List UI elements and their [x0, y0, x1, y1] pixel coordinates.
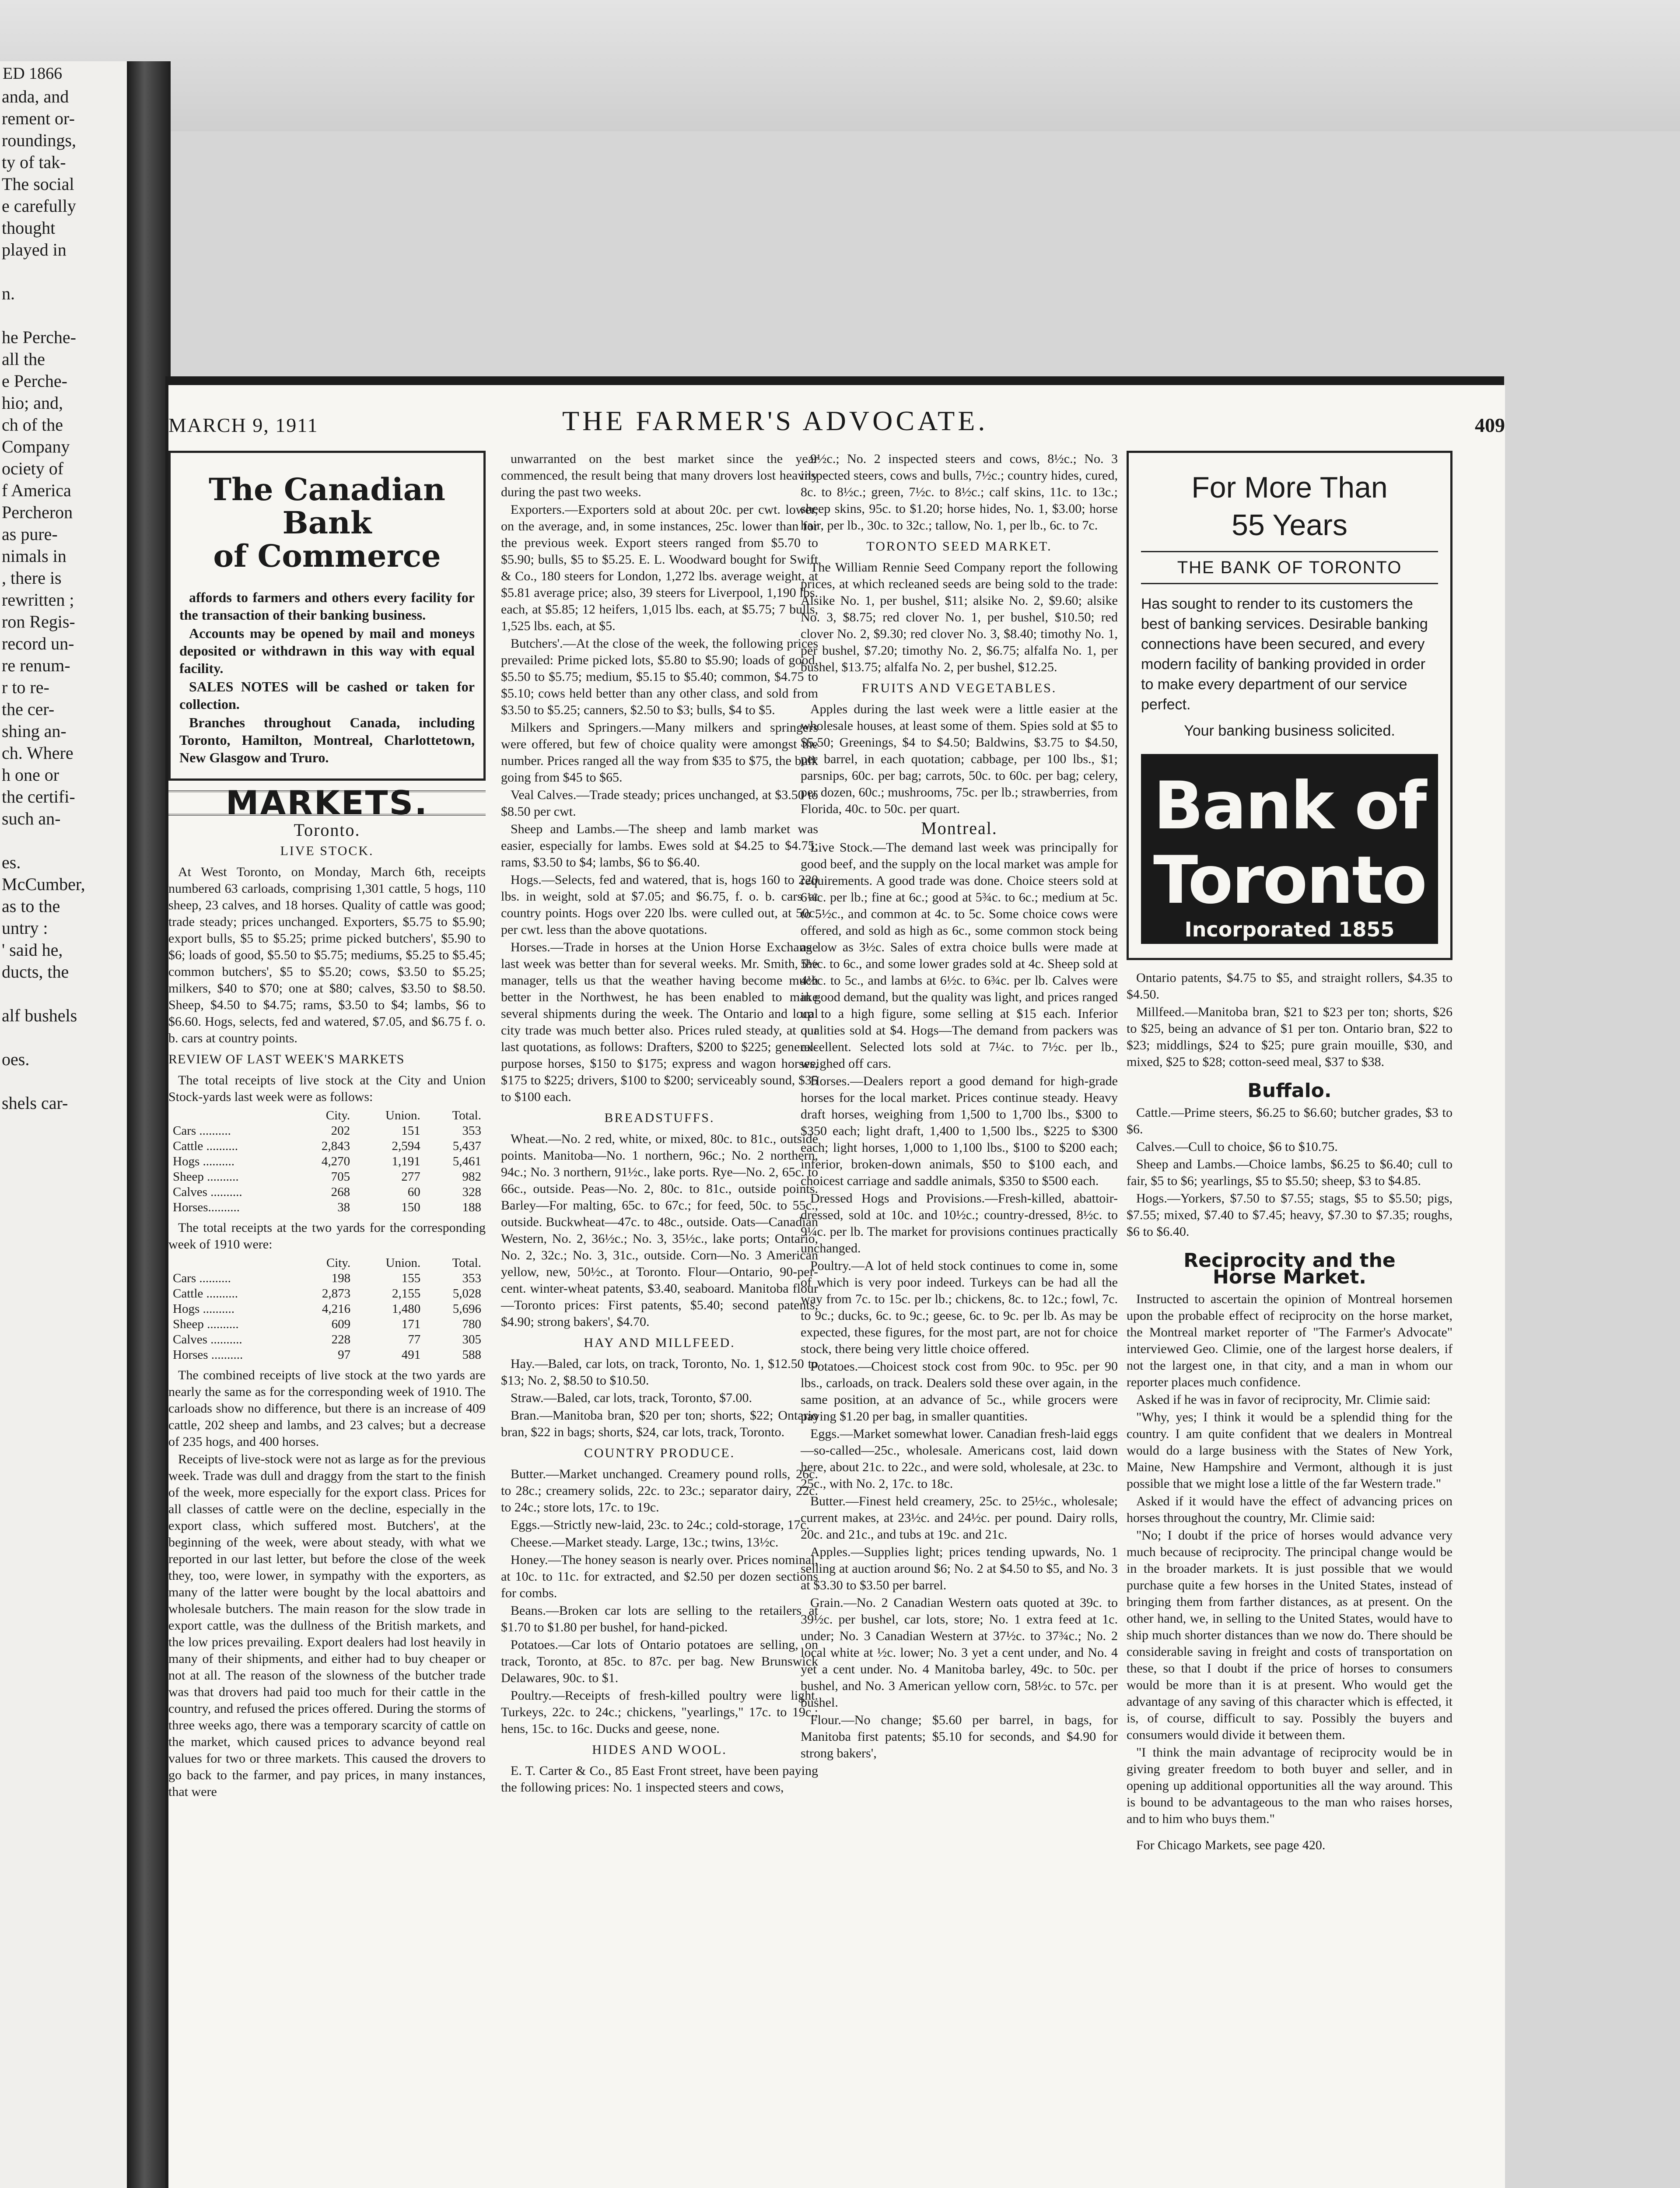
paragraph: Eggs.—Market somewhat lower. Canadian fresh-laid eggs—so-called—25c., wholesale. Americans cost, laid down here, about 21c. to 22c., and were sold, wholesale, at 23c. to 25c., with No. 2, 17c. to 18c.	[801, 1427, 1118, 1491]
table-cell: 171	[401, 1317, 421, 1331]
table-row	[168, 1154, 486, 1169]
table-cell: Hogs ..........	[173, 1302, 234, 1316]
table-cell: Cattle ..........	[173, 1287, 238, 1301]
chicago-markets-note: For Chicago Markets, see page 420.	[1136, 1838, 1326, 1852]
table-cell: Cars ..........	[173, 1271, 231, 1285]
receipts-table-1911	[168, 1108, 486, 1215]
table-cell: 705	[331, 1170, 350, 1184]
commerce-bank-ad	[168, 451, 486, 781]
book-binding	[127, 61, 171, 2188]
table-cell: 5,028	[452, 1287, 481, 1301]
paragraph: Grain.—No. 2 Canadian Western oats quoted at 39c. to 39½c. per bushel, car lots, store; No. 1 extra feed at 1c. under; No. 3 Canadian Western at 37½c. to 37¾c.; No. 2 local white at ½c. lower; No. 3 yet a cent under, and No. 4 yet a cent under. No. 4 Manitoba barley, 49c. to 50c. per bushel, and No. 3 American yellow corn, 58½c. to 57c. per bushel.	[801, 1595, 1118, 1710]
left-page-line: the certifi-	[2, 787, 75, 806]
divider	[1141, 551, 1438, 552]
paragraph: Potatoes.—Car lots of Ontario potatoes are selling, on track, Toronto, at 85c. to 87c. per bag. New Brunswick Delawares, 90c. to $1.	[501, 1637, 818, 1685]
left-page-line: ch of the	[2, 415, 63, 435]
paragraph: "I think the main advantage of reciprocity would be in giving greater freedom to both buyer and seller, and in opening up additional opportunities all the way around. This is bound to be advantageous to the man who raises horses, and to him who buys them."	[1127, 1745, 1452, 1826]
left-page-line: alf bushels	[2, 1006, 77, 1025]
left-page-line: e carefully	[2, 196, 76, 216]
paragraph: Butter.—Market unchanged. Creamery pound rolls, 26c. to 28c.; creamery solids, 22c. to 23c.; separator dairy, 22c. to 24c.; store lots, 17c. to 19c.	[501, 1467, 818, 1515]
paragraph: Veal Calves.—Trade steady; prices unchanged, at $3.50 to $8.50 per cwt.	[501, 788, 818, 819]
newspaper-page	[168, 385, 1505, 2188]
table-cell: Calves ..........	[173, 1332, 242, 1346]
table-cell: 277	[401, 1170, 420, 1184]
table-cell: 150	[401, 1200, 420, 1214]
table-header-cell: City.	[326, 1256, 351, 1270]
left-page-line: anda, and	[2, 87, 69, 106]
paragraph: "No; I doubt if the price of horses would advance very much because of reciprocity. The principal change would be in the broader markets. It is just possible that we would purchase quite a few horses in the United States, instead of bringing them from farther distances, as at present. On the other hand, we, in selling to the United States, would have to ship much shorter distances than we now do. There should be considerable saving in freight and costs of transportation on these, so that I doubt if the price of horses to consumers would be more than it is at present. Who would get the advantage of any saving of this character which is effected, it is, of course, difficult to say. Possibly the buyers and consumers would divide it between them.	[1127, 1528, 1452, 1742]
table-cell: 4,270	[321, 1154, 350, 1168]
left-page-line: Company	[2, 437, 70, 456]
paragraph: The William Rennie Seed Company report the following prices, at which recleaned seeds are being sold to the trade: Alsike No. 1, per bushel, $11; alsike No. 2, $9.60; alsike No. 3, $8.75; red clover No. 1, per bushel, $10.50; red clover No. 2, $9.30; red clover No. 3, $8.40; timothy No. 1, per bushel, $7.20; timothy No. 2, $6.75; alfalfa No. 1, per bushel, $13.75; alfalfa No. 2, per bushel, $12.25.	[801, 560, 1118, 674]
table-row	[168, 1169, 486, 1185]
commerce-ad-text-2: Accounts may be opened by mail and moneys deposited or withdrawn in this way with equal facility.	[179, 625, 475, 676]
paragraph: Butter.—Finest held creamery, 25c. to 25½c., wholesale; current makes, at 23½c. and 24½c. per pound. Dairy rolls, 20c. and 21c., and tubs at 19c. and 21c.	[801, 1494, 1118, 1542]
toronto-ad-bank-name: THE BANK OF TORONTO	[1177, 558, 1402, 577]
paragraph: Ontario patents, $4.75 to $5, and straight rollers, $4.35 to $4.50.	[1127, 971, 1452, 1002]
paragraph: Poultry.—Receipts of fresh-killed poultry were light. Turkeys, 22c. to 24c.; chickens, "yearlings," 17c. to 19c.; hens, 15c. to 16c. Ducks and geese, none.	[501, 1688, 818, 1736]
paragraph: Eggs.—Strictly new-laid, 23c. to 24c.; cold-storage, 17c.	[511, 1518, 810, 1532]
table-row	[168, 1200, 486, 1215]
table-cell: 155	[401, 1271, 421, 1285]
table-cell: 5,437	[452, 1139, 481, 1153]
table-cell: 198	[331, 1271, 351, 1285]
table-row	[168, 1139, 486, 1154]
table-cell: 305	[462, 1332, 481, 1346]
column-1	[168, 451, 486, 1801]
left-page-line: rewritten ;	[2, 590, 74, 610]
table-cell: 982	[462, 1170, 481, 1184]
left-page-line	[0, 261, 131, 283]
left-page-line: ducts, the	[2, 962, 69, 982]
left-page-line: record un-	[2, 634, 74, 653]
reciprocity-heading: Reciprocity and the Horse Market.	[1183, 1249, 1396, 1288]
page-header	[168, 405, 1505, 444]
table-cell: 77	[408, 1332, 421, 1346]
left-page-line	[0, 305, 131, 326]
toronto-ad-body: Has sought to render to its customers the best of banking services. Desirable banking connections have been secured, and every modern facility of banking provided in order to make every department of our service perfect.	[1141, 596, 1428, 713]
left-page-line: , there is	[2, 568, 62, 588]
left-page-line: f America	[2, 480, 71, 500]
column-4	[1127, 451, 1452, 1854]
paragraph: Honey.—The honey season is nearly over. Prices nominal, at 10c. to 11c. for extracted, and $2.50 per dozen sections for combs.	[501, 1553, 818, 1600]
paragraph: Apples.—Supplies light; prices tending upwards, No. 1 selling at auction around $6; No. 2 at $4.50 to $5, and No. 3 at $3.30 to $3.50 per barrel.	[801, 1545, 1118, 1592]
table-cell: 5,461	[452, 1154, 481, 1168]
left-page-line: nimals in	[2, 546, 66, 566]
logo-incorporated: Incorporated 1855	[1184, 918, 1395, 941]
left-page-line: untry :	[2, 918, 48, 938]
paragraph: Straw.—Baled, car lots, track, Toronto, $7.00.	[511, 1391, 752, 1405]
paragraph: "Why, yes; I think it would be a splendid thing for the country. I am quite confident that we dealers in Montreal would do a large business with the States of New York, Maine, New Hampshire and Vermont, although it is just possible that we might lose a little of the far Western trade."	[1127, 1410, 1452, 1491]
table-cell: 1,191	[392, 1154, 420, 1168]
paragraph: Flour.—No change; $5.60 per barrel, in bags, for Manitoba first patents; $5.10 for seconds, and $4.90 for strong bakers',	[801, 1713, 1118, 1760]
scan-background	[0, 0, 1680, 131]
left-page-line: ch. Where	[2, 743, 74, 763]
left-page-line: ty of tak-	[2, 152, 66, 172]
table-cell: Hogs ..........	[173, 1154, 234, 1168]
left-page-line: n.	[2, 284, 15, 303]
toronto-heading: Toronto.	[294, 820, 360, 840]
left-page-line: roundings,	[2, 130, 76, 150]
table-cell: 353	[462, 1271, 481, 1285]
table-row	[168, 1317, 486, 1332]
left-page-line: McCumber,	[2, 874, 85, 894]
table-cell: 2,155	[392, 1287, 421, 1301]
paragraph: Poultry.—A lot of held stock continues to come in, some of which is very poor indeed. Turkeys can be had all the way from 7c. to 15c. per lb.; chickens, 8c. to 12c.; fowl, 7c. to 9c.; ducks, 6c. to 9c.; geese, 6c. to 9c. per lb. As may be expected, these figures, for the most part, are not for choice stock, there being very little choice offered.	[801, 1259, 1118, 1356]
table-header-cell	[168, 1108, 294, 1123]
paragraph: Millfeed.—Manitoba bran, $21 to $23 per ton; shorts, $26 to $25, being an advance of $1 per ton. Ontario bran, $22 to $23; middlings, $24 to $25; pure grain mouille, $30, and mixed, $25 to $28; cotton-seed meal, $37 to $38.	[1127, 1005, 1452, 1069]
table-cell: 4,216	[322, 1302, 351, 1316]
paragraph: Potatoes.—Choicest stock cost from 90c. to 95c. per 90 lbs., carloads, on track. Dealers sold these over again, in the same position, at an advance of 5c., while grocers were paying $1.20 per bag, in smaller quantities.	[801, 1359, 1118, 1424]
page-number: 409	[1475, 414, 1505, 436]
left-page-line: Percheron	[2, 502, 73, 522]
table-cell: 2,594	[392, 1139, 420, 1153]
paragraph: At West Toronto, on Monday, March 6th, receipts numbered 63 carloads, comprising 1,301 cattle, 5 hogs, 110 sheep, 23 calves, and 18 horses. Quality of cattle was good; trade steady; prices unchanged. Exporters, $5.75 to $5.90; export bulls, $5 to $5.25; prime picked butchers', $5.90 to $6; loads of good, $5.50 to $5.75; mediums, $5.25 to $5.45; common butchers', $5 to $5.20; cows, $3.50 to $5.25; milkers, $40 to $70; one at $80; calves, $3.50 to $8.50. Sheep, $4.50 to $4.75; rams, $3.50 to $4; lambs, $6 to $6.60. Hogs, selects, fed and watered, $7.05, and $6.75 f. o. b. cars at country points.	[168, 865, 486, 1045]
table-header-cell: Total.	[452, 1108, 481, 1122]
montreal-heading: Montreal.	[921, 818, 998, 838]
left-page-line: played in	[2, 240, 66, 259]
table-cell: 5,696	[452, 1302, 481, 1316]
left-page-line: ' said he,	[2, 940, 63, 960]
table-cell: 188	[462, 1200, 481, 1214]
left-page-line: such an-	[2, 809, 61, 828]
paragraph: 9½c.; No. 2 inspected steers and cows, 8½c.; No. 3 inspected steers, cows and bulls, 7½c.; country hides, cured, 8c. to 8½c.; green, 7½c. to 8½c.; calf skins, 11c. to 13c.; sheep skins, 95c. to $1.20; horse hides, No. 1, $3.00; horse hair, per lb., 30c. to 32c.; tallow, No. 1, per lb., 6c. to 7c.	[801, 452, 1118, 533]
bank-of-toronto-ad	[1127, 451, 1452, 960]
left-page-header: ED 1866	[3, 64, 63, 83]
table-cell: 588	[462, 1348, 481, 1362]
table-cell: Horses ..........	[173, 1348, 243, 1362]
paragraph: Cheese.—Market steady. Large, 13c.; twins, 13½c.	[511, 1535, 779, 1550]
left-page-line: h one or	[2, 765, 60, 785]
left-page-text	[0, 86, 131, 1114]
paragraph: Horses.—Trade in horses at the Union Horse Exchange last week was better than for several weeks. Mr. Smith, the manager, tells us that the weather having become much better in the Northwest, he has been enabled to make several shipments during the week. The Ontario and local city trade was much better also. Prices ruled steady, at our last quotations, as follows: Drafters, $200 to $225; general-purpose horses, $150 to $175; express and wagon horses, $175 to $225; drivers, $100 to $200; serviceably sound, $35 to $100 each.	[501, 940, 818, 1104]
table-header-cell: Union.	[385, 1256, 421, 1270]
table-row	[168, 1286, 486, 1301]
paragraph: Sheep and Lambs.—Choice lambs, $6.25 to $6.40; cull to fair, $5 to $6; yearlings, $5 to $5.50; sheep, $3 to $4.85.	[1127, 1157, 1452, 1188]
table-row	[168, 1301, 486, 1317]
left-page-line: thought	[2, 218, 56, 238]
table-header-cell: Union.	[385, 1108, 420, 1122]
table-cell: 609	[331, 1317, 351, 1331]
review-heading: REVIEW OF LAST WEEK'S MARKETS	[168, 1052, 405, 1066]
paragraph: The total receipts of live stock at the City and Union Stock-yards last week were as follows:	[168, 1073, 486, 1104]
left-page-line: as to the	[2, 896, 60, 916]
table-header-cell: Total.	[452, 1256, 481, 1270]
table-row	[168, 1185, 486, 1200]
left-page-line: ociety of	[2, 459, 64, 478]
commerce-ad-text-3: SALES NOTES will be cashed or taken for collection.	[179, 679, 475, 712]
left-page-line: ron Regis-	[2, 612, 75, 631]
table-cell: 202	[331, 1124, 350, 1138]
table-row	[168, 1347, 486, 1363]
paragraph: E. T. Carter & Co., 85 East Front street, have been paying the following prices: No. 1 inspected steers and cows,	[501, 1764, 818, 1795]
toronto-ad-closing: Your banking business solicited.	[1184, 722, 1395, 739]
left-page-line: rement or-	[2, 109, 75, 128]
paragraph: unwarranted on the best market since the year commenced, the result being that many drovers lost heavily during the past two weeks.	[501, 452, 818, 499]
logo-wordmark: Bank of Toronto	[1153, 768, 1426, 919]
table-cell: Horses..........	[173, 1200, 240, 1214]
column-2	[501, 451, 818, 1797]
table-cell: 2,873	[322, 1287, 351, 1301]
paragraph: Wheat.—No. 2 red, white, or mixed, 80c. to 81c., outside points. Manitoba—No. 1 northern, 96c.; No. 2 northern, 94c.; No. 3 northern, 91½c., lake ports. Rye—No. 2, 65c. to 66c., outside. Peas—No. 2, 80c. to 81c., outside points. Barley—For malting, 65c. to 67c.; for feed, 50c. to 55c., outside. Buckwheat—47c. to 48c., outside. Oats—Canadian Western, No. 2, 36½c.; No. 3, 35½c., lake ports; Ontario, No. 2, 32c.; No. 3, 31c., outside. Corn—No. 3 American yellow, new, 50½c., at Toronto. Flour—Ontario, 90-per-cent. winter-wheat patents, $3.40, seaboard. Manitoba flour—Toronto prices: First patents, $5.40; second patents, $4.90; strong bakers', $4.70.	[501, 1132, 818, 1329]
table-cell: 268	[331, 1185, 350, 1199]
breadstuffs-heading: BREADSTUFFS.	[604, 1111, 715, 1125]
table-cell: 780	[462, 1317, 481, 1331]
table-cell: Cattle ..........	[173, 1139, 238, 1153]
paragraph: Receipts of live-stock were not as large as for the previous week. Trade was dull and draggy from the start to the finish of the week, more especially for the export class. Prices for all classes of cattle were on the decline, especially in the export class, which suffered most. Butchers', at the beginning of the week, were about steady, with what we reported in our last letter, but before the close of the week they, too, were lower, in sympathy with the exporters, as many of the latter were bought by the local abattoirs and wholesale butchers. The main reason for the slow trade in export cattle, was the dullness of the British markets, and the low prices prevailing. Export dealers had lost heavily in many of their shipments, and either had to buy cheaper or not at all. The reason of the slowness of the butcher trade was that drovers had paid too much for their cattle in the country, and refused the prices offered. During the storms of three weeks ago, there was a temporary scarcity of cattle on the market, which caused prices to advance beyond real values for two or three markets. This caused the drovers to go back to the farmer, and pay prices, in many instances, that were	[168, 1452, 486, 1799]
seed-market-heading: TORONTO SEED MARKET.	[866, 539, 1052, 554]
paragraph: Asked if he was in favor of reciprocity, Mr. Climie said:	[1136, 1392, 1431, 1407]
paragraph: Instructed to ascertain the opinion of Montreal horsemen upon the probable effect of reciprocity on the horse market, the Montreal market reporter of "The Farmer's Advocate" interviewed Geo. Climie, one of the largest horse dealers, if not the largest one, in that city, and a man in whom our reporter places much confidence.	[1127, 1292, 1452, 1389]
commerce-ad-title: The Canadian Bank of Commerce	[209, 471, 445, 574]
receipts-table-1910	[168, 1255, 486, 1363]
paragraph: Dressed Hogs and Provisions.—Fresh-killed, abattoir-dressed, sold at 10c. and 10½c.; country-dressed, 8½c. to 9¼c. per lb. The market for provisions continues practically unchanged.	[801, 1191, 1118, 1255]
bank-of-toronto-logo	[1141, 754, 1438, 944]
toronto-ad-headline: For More Than 55 Years	[1191, 471, 1388, 542]
left-page-line: shing an-	[2, 721, 66, 741]
table-cell: 1,480	[392, 1302, 421, 1316]
left-page-line: r to re-	[2, 677, 49, 697]
divider	[1141, 583, 1438, 584]
table-cell: 328	[462, 1185, 481, 1199]
paragraph: Calves.—Cull to choice, $6 to $10.75.	[1136, 1140, 1338, 1154]
paragraph: Cattle.—Prime steers, $6.25 to $6.60; butcher grades, $3 to $6.	[1127, 1105, 1452, 1136]
left-page-line	[0, 1027, 131, 1048]
table-cell: Cars ..........	[173, 1124, 231, 1138]
adjacent-page-fragment	[0, 61, 131, 2188]
table-cell: 2,843	[321, 1139, 350, 1153]
paragraph: Horses.—Dealers report a good demand for high-grade horses for the local market. Prices continue steady. Heavy draft horses, weighing from 1,500 to 1,700 lbs., $300 to $350 each; light draft, 1,400 to 1,500 lbs., $225 to $300 each; light horses, 1,000 to 1,100 lbs., $100 to $200 each; inferior, broken-down animals, $50 to $100 each, and choicest carriage and saddle animals, $350 to $500 each.	[801, 1074, 1118, 1188]
paragraph: Hogs.—Yorkers, $7.50 to $7.55; stags, $5 to $5.50; pigs, $7.55; mixed, $7.40 to $7.45; heavy, $7.30 to $7.35; roughs, $6 to $6.40.	[1127, 1191, 1452, 1239]
left-page-line	[0, 1070, 131, 1092]
left-page-line: hio; and,	[2, 393, 63, 413]
markets-heading: MARKETS.	[168, 790, 486, 816]
commerce-ad-text-4: Branches throughout Canada, including Toronto, Hamilton, Montreal, Charlottetown, New Glasgow and Truro.	[179, 715, 475, 765]
table-cell: Calves ..........	[173, 1185, 242, 1199]
paragraph: Beans.—Broken car lots are selling to the retailers at $1.70 to $1.80 per bushel, for hand-picked.	[501, 1603, 818, 1634]
table-cell: 97	[338, 1348, 351, 1362]
table-cell: 491	[401, 1348, 421, 1362]
table-header-cell	[168, 1255, 295, 1271]
issue-date: MARCH 9, 1911	[168, 414, 318, 436]
country-produce-heading: COUNTRY PRODUCE.	[584, 1446, 735, 1460]
live-stock-heading: LIVE STOCK.	[280, 844, 374, 858]
left-page-line: he Perche-	[2, 327, 76, 347]
table-cell: 353	[462, 1124, 481, 1138]
table-cell: 38	[337, 1200, 350, 1214]
paragraph: Live Stock.—The demand last week was principally for good beef, and the supply on the local market was ample for requirements. A good trade was done. Choice steers sold at 6¼c. per lb.; fine at 6c.; good at 5¾c. to 6c.; medium at 5c. to 5½c., and common at 4c. to 5c. Some choice cows were offered, and sold as high as 6c., some common stock being as low as 3½c. Sales of extra choice bulls were made at 5½c. to 6c., and some lower grades sold at 4c. Sheep sold at 4½c. to 5c., and lambs at 6½c. to 6¾c. per lb. Calves were in good demand, but the quality was light, and prices ranged up to a high figure, some selling at $15 each. Inferior qualities sold at $4. Hogs—The demand from packers was excellent. Selected lots sold at 7¼c. to 7½c. per lb., weighed off cars.	[801, 840, 1118, 1071]
commerce-ad-text-1: affords to farmers and others every facility for the transaction of their banking business.	[179, 589, 475, 623]
left-page-line: es.	[2, 852, 21, 872]
table-row	[168, 1123, 486, 1139]
paragraph: Hogs.—Selects, fed and watered, that is, hogs 160 to 220 lbs. in weight, sold at $7.05; and $6.75, f. o. b. cars at country points. Hogs over 220 lbs. were culled out, at 50c. per cwt. less than the above quotations.	[501, 873, 818, 937]
paragraph: Milkers and Springers.—Many milkers and springers were offered, but few of choice quality were amongst the number. Prices ranged all the way from $35 to $75, the bulk going from $45 to $65.	[501, 720, 818, 785]
table-row	[168, 1271, 486, 1286]
hay-heading: HAY AND MILLFEED.	[584, 1336, 735, 1350]
left-page-line: as pure-	[2, 524, 58, 544]
left-page-line: the cer-	[2, 699, 55, 719]
column-3	[801, 451, 1118, 1763]
left-page-line: all the	[2, 349, 45, 369]
left-page-line: shels car-	[2, 1093, 68, 1113]
table-header-cell: City.	[326, 1108, 350, 1122]
table-row	[168, 1332, 486, 1347]
table-cell: Sheep ..........	[173, 1170, 239, 1184]
publication-title: THE FARMER'S ADVOCATE.	[562, 405, 988, 436]
paragraph: Apples during the last week were a little easier at the wholesale houses, at least some of them. Spies sold at $5 to $5.50; Greenings, $4 to $4.50; Baldwins, $3.75 to $4.50, per barrel, in each quotation; cabbage, per 100 lbs., $1; parsnips, 60c. per bag; carrots, 50c. to 60c. per bag; celery, per dozen, 60c.; mushrooms, 75c. per lb.; strawberries, from Florida, 40c. to 50c. per quart.	[801, 702, 1118, 816]
hides-heading: HIDES AND WOOL.	[592, 1743, 727, 1757]
paragraph: Exporters.—Exporters sold at about 20c. per cwt. lower, on the average, and, in some instances, 25c. lower than for the previous week. Export steers ranged from $5.70 to $5.90; bulls, $5 to $5.25. E. L. Woodward bought for Swift & Co., 180 steers for London, 1,272 lbs. average weight, at $5.81 average price; also, 39 steers for Liverpool, 1,190 lbs. each, at $5.85; 12 heifers, 1,015 lbs. each, at $5.75; 7 bulls, 1,525 lbs. each, at $5.	[501, 502, 818, 633]
fruits-heading: FRUITS AND VEGETABLES.	[861, 681, 1057, 695]
paragraph: The total receipts at the two yards for the corresponding week of 1910 were:	[168, 1220, 486, 1252]
left-page-line	[0, 830, 131, 852]
paragraph: Hay.—Baled, car lots, on track, Toronto, No. 1, $12.50 to $13; No. 2, $8.50 to $10.50.	[501, 1357, 818, 1388]
left-page-line: The social	[2, 174, 74, 194]
left-page-line	[0, 983, 131, 1005]
paragraph: Butchers'.—At the close of the week, the following prices prevailed: Prime picked lots, $5.80 to $5.90; loads of good, $5.50 to $5.75; medium, $5.15 to $5.40; common, $4.75 to $5.10; cows held better than any other class, and sold from $3.50 to $5.25; canners, $2.50 to $3; bulls, $4 to $5.	[501, 636, 818, 717]
paragraph: Bran.—Manitoba bran, $20 per ton; shorts, $22; Ontario bran, $22 in bags; shorts, $24, car lots, track, Toronto.	[501, 1408, 818, 1439]
table-cell: Sheep ..........	[173, 1317, 239, 1331]
left-page-line: e Perche-	[2, 371, 67, 391]
left-page-line: oes.	[2, 1049, 30, 1069]
table-cell: 228	[331, 1332, 351, 1346]
paragraph: Asked if it would have the effect of advancing prices on horses throughout the country, Mr. Climie said:	[1127, 1494, 1452, 1525]
table-cell: 151	[401, 1124, 420, 1138]
paragraph: Sheep and Lambs.—The sheep and lamb market was easier, especially for lambs. Ewes sold at $4.25 to $4.75; rams, $3.50 to $4; lambs, $6 to $6.40.	[501, 822, 818, 870]
table-cell: 60	[407, 1185, 420, 1199]
paragraph: The combined receipts of live stock at the two yards are nearly the same as for the corresponding week of 1910. The carloads show no difference, but there is an increase of 409 cattle, 202 sheep and lambs, and 23 calves; but a decrease of 235 hogs, and 400 horses.	[168, 1368, 486, 1449]
buffalo-heading: Buffalo.	[1247, 1080, 1332, 1102]
left-page-line: re renum-	[2, 656, 70, 675]
